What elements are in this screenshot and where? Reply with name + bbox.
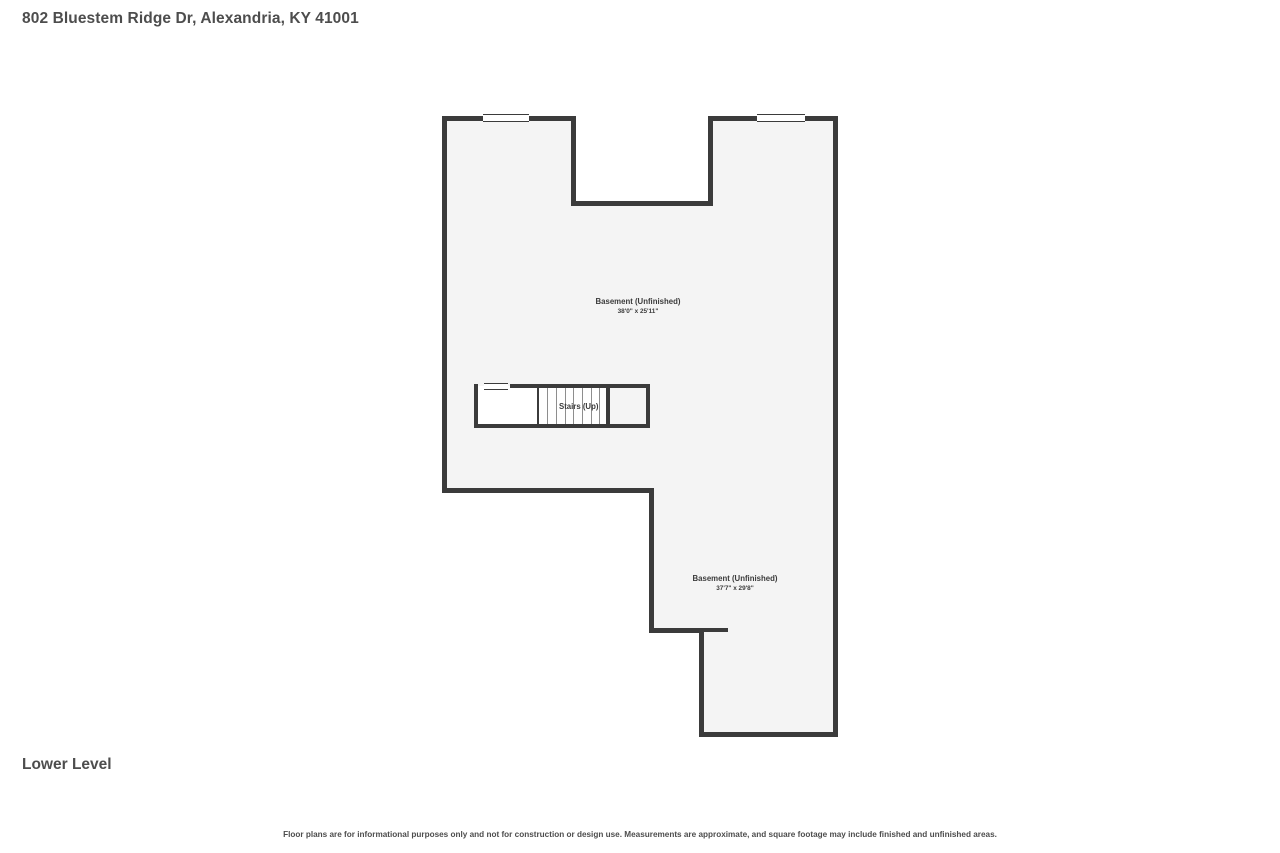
floor-fill-lower-wing: [703, 633, 834, 733]
wall-stair-right-edge: [646, 384, 650, 428]
wall-step-vertical-left: [649, 488, 654, 633]
wall-exterior-bottom-upper-left: [442, 488, 654, 493]
wall-stair-right-upper: [606, 384, 610, 428]
room-dimensions: 37'7" x 29'8": [716, 584, 754, 592]
wall-stair-left: [474, 384, 478, 428]
wall-notch-left-vertical: [571, 116, 576, 206]
page-title: 802 Bluestem Ridge Dr, Alexandria, KY 41001: [22, 10, 359, 27]
wall-lower-wing-stub: [704, 628, 728, 632]
stairs-label: Stairs (Up): [559, 402, 599, 411]
wall-notch-right-vertical: [708, 116, 713, 206]
window-top-left: [483, 114, 529, 122]
wall-stair-bottom: [474, 424, 650, 428]
disclaimer-text: Floor plans are for informational purposes only and not for construction or design use. Measurements are approximate, and square footage may include finished and unfinished areas.: [283, 830, 997, 839]
wall-exterior-left: [442, 116, 447, 493]
room-name: Basement (Unfinished): [692, 574, 778, 583]
room-label-basement-upper: [538, 297, 738, 316]
window-top-right: [757, 114, 805, 122]
wall-exterior-right-upper: [833, 116, 838, 736]
window-stair-landing: [484, 383, 508, 390]
wall-lower-bottom: [699, 732, 838, 737]
floor-fill-upper-right: [575, 204, 834, 492]
room-dimensions: 38'0" x 25'11": [617, 307, 659, 315]
wall-notch-bottom: [571, 201, 713, 206]
floor-fill-upper-notch: [712, 118, 834, 204]
wall-lower-wing-left: [699, 628, 704, 736]
room-name: Basement (Unfinished): [595, 297, 681, 306]
wall-lower-bottom-left: [649, 628, 699, 633]
floor-fill-lower-main: [653, 492, 834, 633]
level-label: Lower Level: [22, 756, 112, 773]
room-label-basement-lower: [635, 574, 835, 593]
